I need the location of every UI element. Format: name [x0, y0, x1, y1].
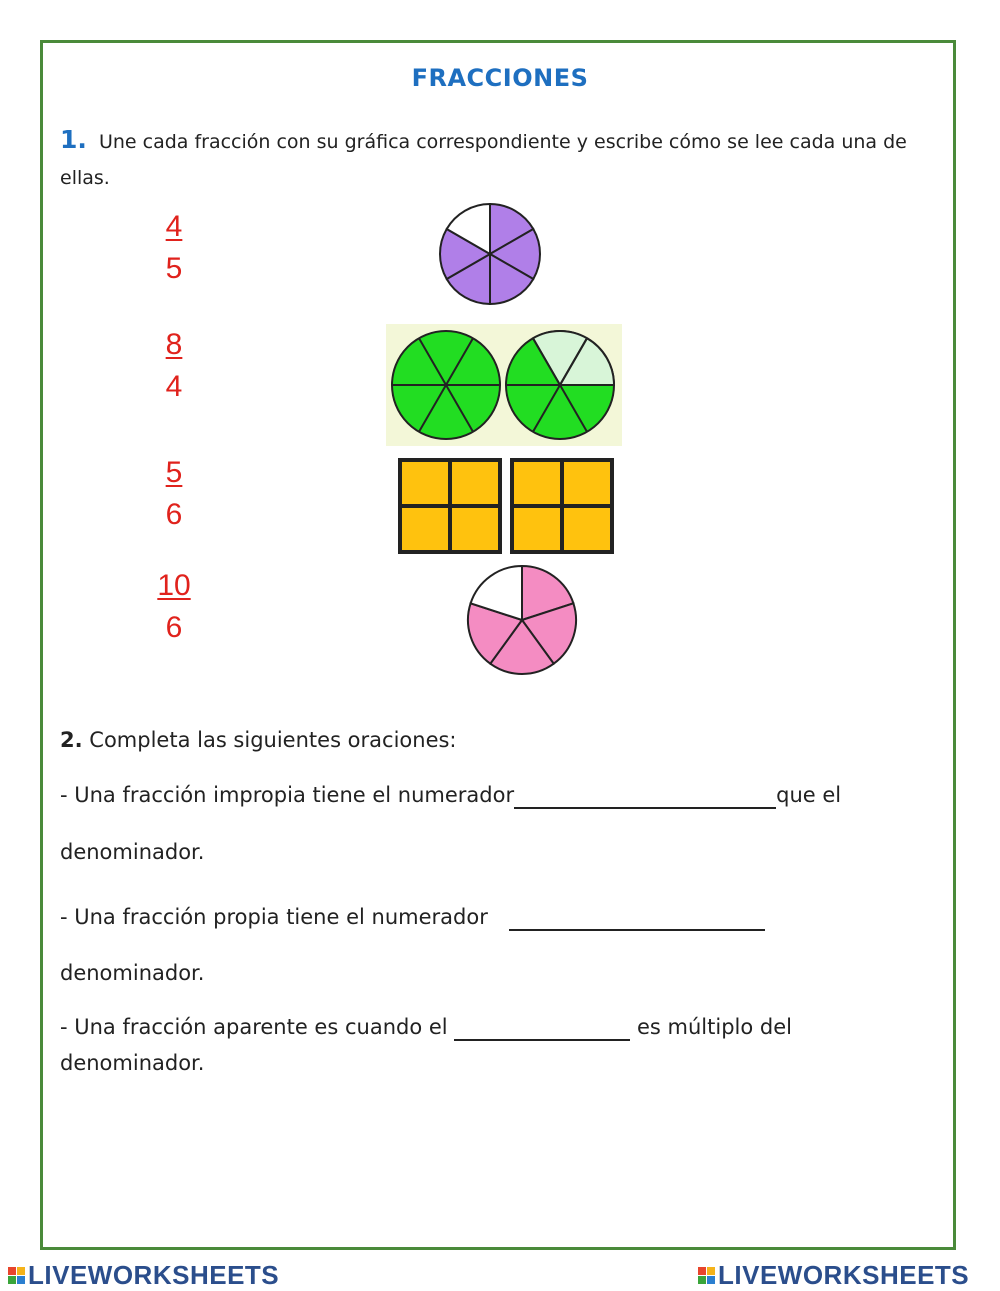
sentence-3-end: es múltiplo del — [636, 1015, 792, 1039]
question-1-instruction — [60, 122, 940, 196]
fraction-numerator: 4 — [165, 210, 183, 243]
answer-blank-2[interactable] — [509, 905, 765, 931]
fraction-8-4[interactable] — [144, 324, 204, 408]
fraction-denominator: 5 — [165, 252, 183, 285]
answer-blank-3[interactable] — [454, 1015, 630, 1041]
sentence-1-end: que el — [776, 783, 842, 807]
question-2-number: 2. — [60, 728, 83, 752]
sentence-3-cont: denominador. — [60, 1051, 205, 1075]
liveworksheets-logo-right — [698, 1260, 969, 1291]
figure-pink-circle[interactable] — [462, 564, 582, 676]
sentence-3 — [60, 1015, 792, 1041]
sentence-1-cont: denominador. — [60, 840, 205, 864]
fraction-numerator: 10 — [157, 569, 191, 602]
sentence-1-text: - Una fracción impropia tiene el numerador — [60, 783, 515, 807]
question-2-text: Completa las siguientes oraciones: — [89, 728, 457, 752]
sentence-1 — [60, 783, 841, 809]
question-1-number: 1. — [60, 125, 87, 154]
brand-text: LIVEWORKSHEETS — [28, 1260, 280, 1290]
fraction-denominator: 6 — [165, 498, 183, 531]
sentence-2-text: - Una fracción propia tiene el numerador — [60, 905, 488, 929]
fraction-5-6[interactable] — [144, 452, 204, 536]
sentence-3-text: - Una fracción aparente es cuando el — [60, 1015, 448, 1039]
sentence-2 — [60, 905, 765, 931]
figure-green-circles[interactable] — [386, 324, 622, 446]
question-2-instruction — [60, 728, 457, 752]
page-title: FRACCIONES — [411, 64, 589, 92]
liveworksheets-icon — [698, 1267, 715, 1284]
fraction-numerator: 5 — [165, 456, 183, 489]
question-1-text: Une cada fracción con su gráfica correspondiente y escribe cómo se lee cada una de ellas. — [60, 131, 907, 189]
liveworksheets-icon — [8, 1267, 25, 1284]
fraction-denominator: 4 — [165, 370, 183, 403]
fraction-4-5[interactable] — [144, 206, 204, 290]
fraction-10-6[interactable] — [144, 565, 204, 649]
liveworksheets-logo-left — [8, 1260, 279, 1291]
answer-blank-1[interactable] — [514, 783, 776, 809]
sentence-2-cont: denominador. — [60, 961, 205, 985]
figure-purple-circle[interactable] — [430, 202, 550, 306]
fraction-denominator: 6 — [165, 611, 183, 644]
fraction-numerator: 8 — [165, 328, 183, 361]
brand-text: LIVEWORKSHEETS — [718, 1260, 970, 1290]
figure-yellow-squares[interactable] — [396, 456, 616, 556]
